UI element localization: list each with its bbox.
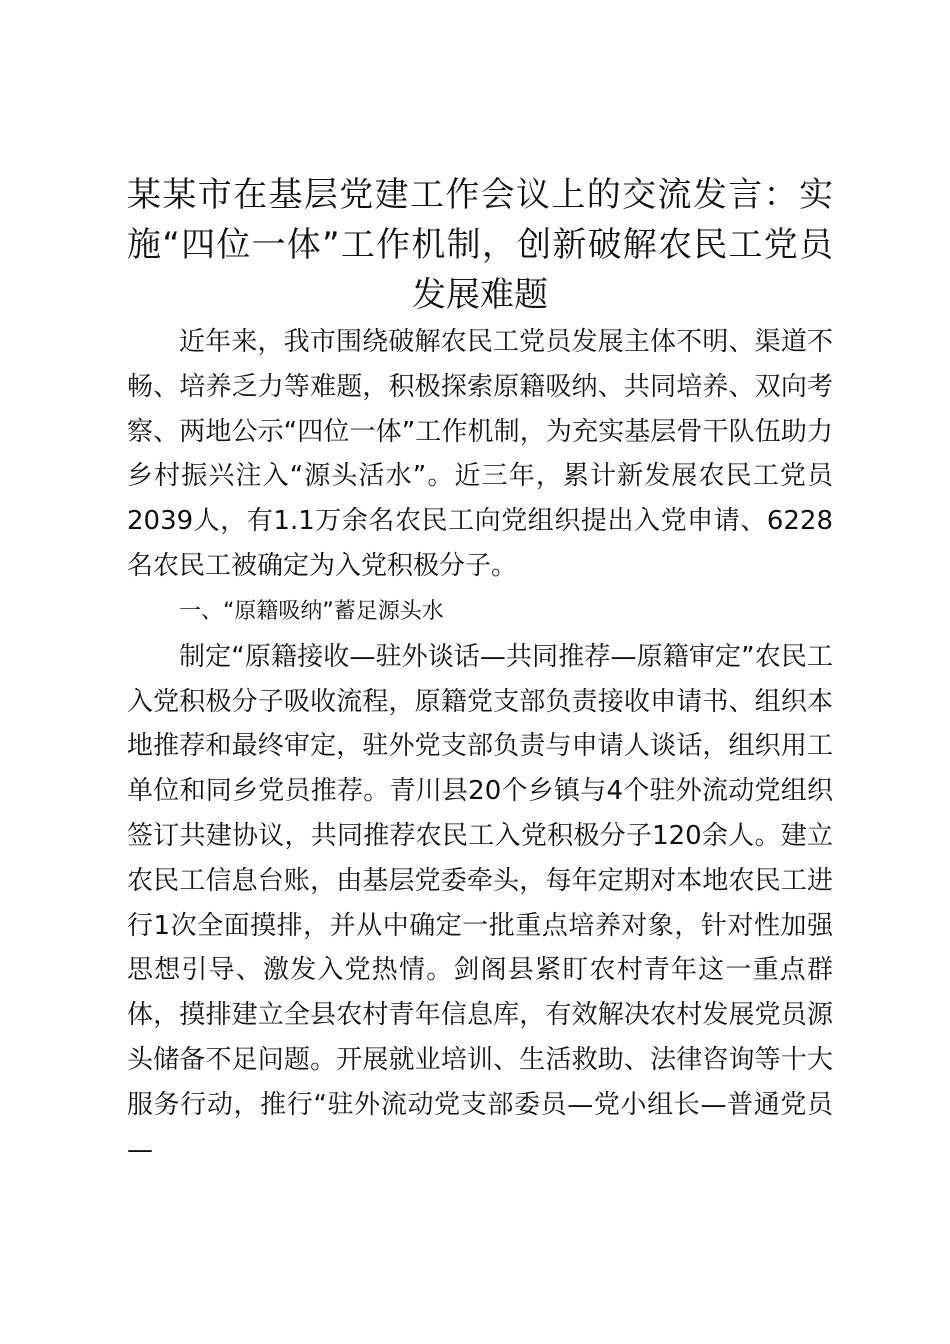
section-heading: 一、“原籍吸纳”蓄足源头水 [179,598,444,624]
section-paragraph: 制定“原籍接收—驻外谈话—共同推荐—原籍审定”农民工入党积极分子吸收流程，原籍党支部负责接收申请书、组织本地推荐和最终审定，驻外党支部负责与申请人谈话，组织用工单位和同乡党员推荐。青川县20个乡镇与4个驻外流动党组织签订共建协议，共同推荐农民工入党积极分子120余人。建立农民工信息台账，由基层党委牵头，每年定期对本地农民工进行1次全面摸排，并从中确定一批重点培养对象，针对性加强思想引导、激发入党热情。剑阁县紧盯农村青年这一重点群体，摸排建立全县农村青年信息库，有效解决农村发展党员源头储备不足问题。开展就业培训、生活救助、法律咨询等十大服务行动，推行“驻外流动党支部委员—党小组长—普通党员— [127,641,833,1165]
intro-paragraph: 近年来，我市围绕破解农民工党员发展主体不明、渠道不畅、培养乏力等难题，积极探索原籍吸纳、共同培养、双向考察、两地公示“四位一体”工作机制，为充实基层骨干队伍助力乡村振兴注入“源头活水”。近三年，累计新发展农民工党员2039人，有1.1万余名农民工向党组织提出入党申请、6228名农民工被确定为入党积极分子。 [127,327,833,581]
document-title: 某某市在基层党建工作会议上的交流发言：实施“四位一体”工作机制，创新破解农民工党员发展难题 [127,175,833,315]
document-page [127,170,833,1172]
